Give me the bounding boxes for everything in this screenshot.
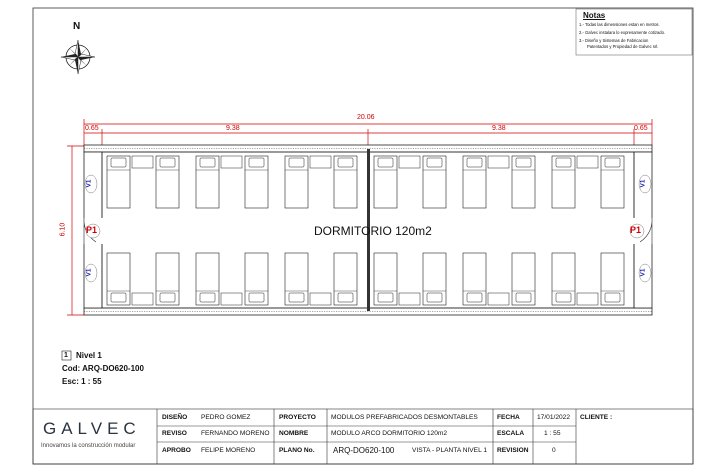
window-label: V1 [85, 179, 93, 188]
nightstand [310, 156, 331, 168]
vista-value: VISTA - PLANTA NIVEL 1 [412, 447, 487, 454]
bed-pillow [556, 158, 571, 167]
fecha-value: 17/01/2022 [537, 414, 571, 421]
compass-rose [61, 40, 95, 74]
bed-pillow [516, 158, 531, 167]
bed-pillow [378, 158, 393, 167]
nightstand [221, 293, 242, 305]
proyecto-value: MODULOS PREFABRICADOS DESMONTABLES [331, 414, 478, 421]
bed-pillow [160, 158, 175, 167]
door-label-right: P1 [630, 225, 642, 235]
bed-pillow [200, 293, 215, 302]
bed-pillow [111, 293, 126, 302]
nightstand [132, 156, 153, 168]
escala-label: ESCALA [497, 430, 525, 437]
bed-pillow [605, 293, 620, 302]
bed-pillow [249, 293, 264, 302]
bed-pillow [605, 158, 620, 167]
nombre-label: NOMBRE [279, 430, 309, 437]
dim-left-edge: 0.65 [85, 125, 99, 132]
dim-left-span: 9.38 [226, 125, 240, 132]
brand-logo: GALVEC [43, 419, 141, 438]
note-line: Patentados y Propiedad de Galvec srl. [587, 44, 659, 49]
reviso-label: REVISO [162, 430, 187, 437]
room-label: DORMITORIO 120m2 [314, 224, 432, 238]
aprobo-label: APROBO [162, 447, 191, 454]
nightstand [221, 156, 242, 168]
notes-title: Notas [583, 11, 606, 20]
note-line: 3.- Diseño y Sistemas de Fabricacion [579, 38, 649, 43]
cliente-label: CLIENTE : [580, 414, 613, 421]
nightstand [577, 156, 598, 168]
door-label-left: P1 [86, 225, 98, 235]
bed-pillow [289, 293, 304, 302]
note-line: 1.- Todas las dimensiones estan en metros. [579, 22, 660, 27]
aprobo-value: FELIPE MORENO [201, 447, 256, 454]
dim-total: 20.06 [357, 114, 375, 121]
bed-pillow [516, 293, 531, 302]
bed-pillow [111, 158, 126, 167]
plano-value: ARQ-DO620-100 [333, 446, 395, 455]
escala-value: 1 : 55 [544, 430, 561, 437]
fecha-label: FECHA [497, 414, 520, 421]
dim-right-span: 9.38 [492, 125, 506, 132]
bed-pillow [160, 293, 175, 302]
bed-pillow [378, 293, 393, 302]
bed-pillow [467, 158, 482, 167]
nightstand [577, 293, 598, 305]
proyecto-label: PROYECTO [279, 414, 316, 421]
drawing-scale: Esc: 1 : 55 [62, 377, 102, 386]
nightstand [399, 293, 420, 305]
window-label: V1 [639, 268, 647, 277]
nightstand [399, 156, 420, 168]
note-line: 2.- Galvec instalara lo expresamente cotizado. [579, 30, 666, 35]
nightstand [132, 293, 153, 305]
nightstand [310, 293, 331, 305]
diseno-label: DISEÑO [162, 414, 188, 421]
reviso-value: FERNANDO MORENO [201, 430, 270, 437]
compass-north-label: N [73, 21, 81, 32]
bed-pillow [200, 158, 215, 167]
diseno-value: PEDRO GOMEZ [201, 414, 251, 421]
bed-pillow [338, 293, 353, 302]
dim-right-edge: 0.65 [634, 125, 648, 132]
bed-pillow [467, 293, 482, 302]
nightstand [488, 156, 509, 168]
drawing-code: Cod: ARQ-DO620-100 [62, 364, 144, 373]
bed-pillow [427, 293, 442, 302]
window-label: V1 [639, 179, 647, 188]
nombre-value: MODULO ARCO DORMITORIO 120m2 [331, 430, 448, 437]
revision-value: 0 [552, 447, 556, 454]
window-label: V1 [85, 268, 93, 277]
bed-pillow [338, 158, 353, 167]
bed-pillow [556, 293, 571, 302]
plano-label: PLANO No. [279, 447, 315, 454]
drawing-number: 1 [64, 352, 68, 359]
drawing-level: Nivel 1 [76, 351, 102, 360]
dim-height: 6.10 [59, 222, 67, 237]
bed-pillow [249, 158, 264, 167]
brand-tagline: Innovamos la construcción modular [41, 443, 136, 449]
bed-pillow [289, 158, 304, 167]
revision-label: REVISION [497, 447, 529, 454]
bed-pillow [427, 158, 442, 167]
nightstand [488, 293, 509, 305]
